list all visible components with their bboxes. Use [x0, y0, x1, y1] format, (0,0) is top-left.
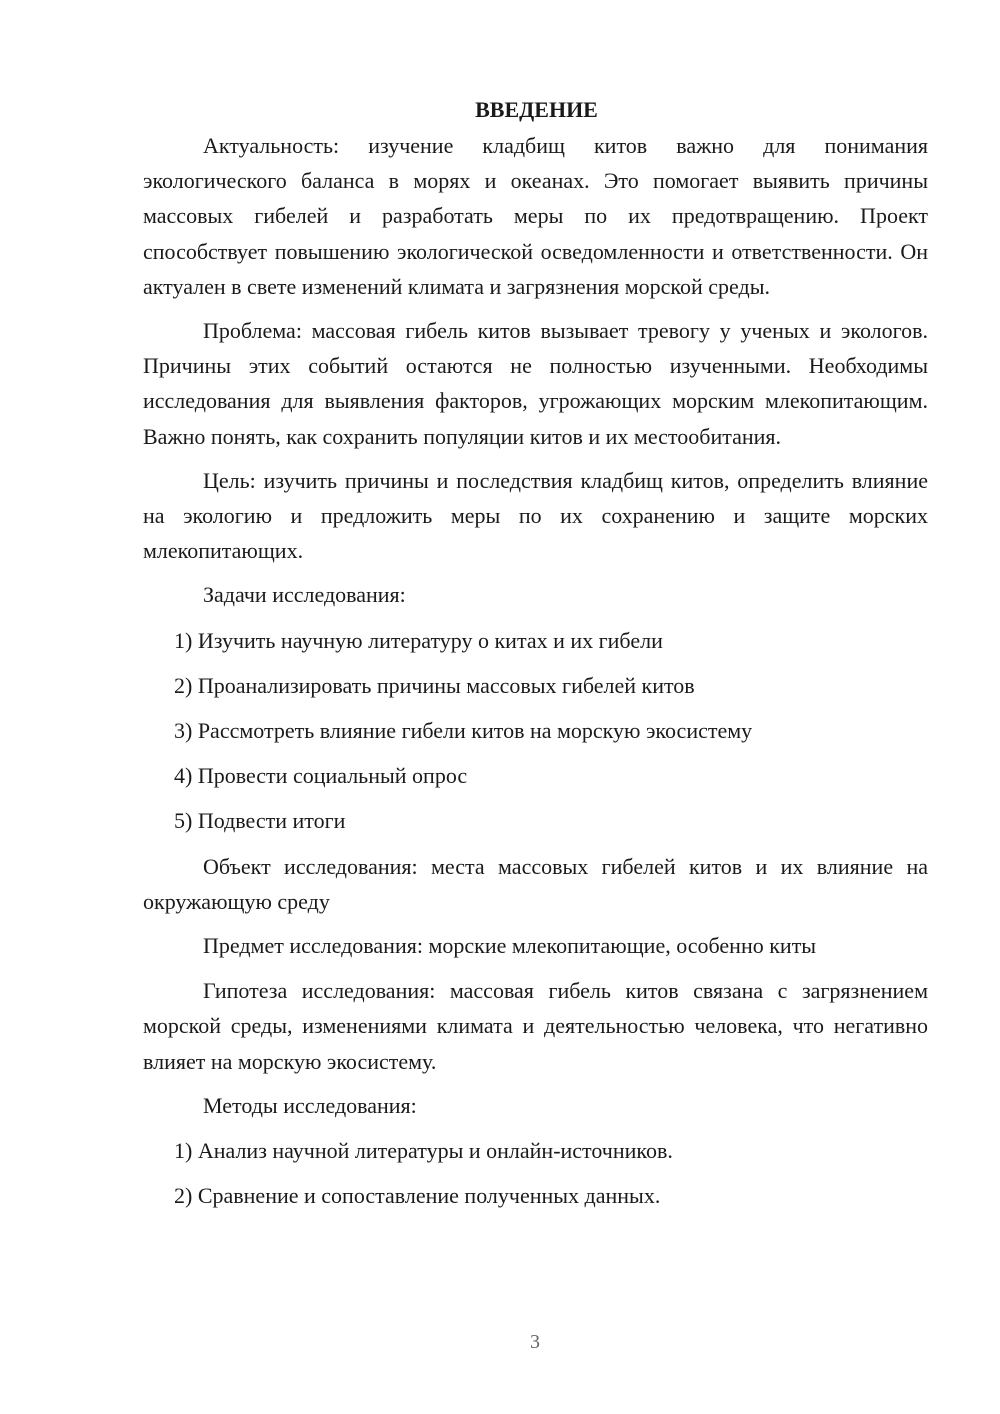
document-page [143, 92, 928, 1223]
page-title: ВВЕДЕНИЕ [475, 97, 598, 122]
tasks-list [143, 623, 928, 839]
list-item: 1) Изучить научную литературу о китах и их гибели [174, 627, 663, 653]
methods-heading: Методы исследования: [203, 1092, 417, 1118]
list-item: 4) Провести социальный опрос [174, 763, 468, 789]
problem-paragraph: Проблема: массовая гибель китов вызывает тревогу у ученых и экологов. Причины этих событий остаются не полностью изученными. Необходимы исследования для выявления факторов, угрожающих морским млекопитающим. Важно понять, как сохранить популяции китов и их местообитания. [143, 318, 928, 449]
methods-list [143, 1133, 928, 1213]
page-number: 3 [530, 1331, 540, 1353]
list-item: 2) Сравнение и сопоставление полученных данных. [174, 1183, 661, 1209]
hypothesis-paragraph: Гипотеза исследования: массовая гибель китов связана с загрязнением морской среды, изменениями климата и деятельностью человека, что негативно влияет на морскую экосистему. [143, 978, 928, 1074]
relevance-paragraph: Актуальность: изучение кладбищ китов важно для понимания экологического баланса в морях и океанах. Это помогает выявить причины массовых гибелей и разработать меры по их предотвращению. Проект способствует повышению экологической осведомленности и ответственности. Он актуален в свете изменений климата и загрязнения морской среды. [143, 133, 928, 299]
list-item: 5) Подвести итоги [174, 808, 346, 834]
goal-paragraph: Цель: изучить причины и последствия кладбищ китов, определить влияние на экологию и предложить меры по их сохранению и защите морских млекопитающих. [143, 467, 928, 564]
subject-paragraph: Предмет исследования: морские млекопитающие, особенно киты [203, 933, 817, 959]
list-item: 3) Рассмотреть влияние гибели китов на морскую экосистему [174, 718, 753, 744]
list-item: 2) Проанализировать причины массовых гибелей китов [174, 672, 695, 698]
object-paragraph: Объект исследования: места массовых гибелей китов и их влияние на окружающую среду [143, 853, 928, 914]
tasks-heading: Задачи исследования: [203, 582, 406, 608]
list-item: 1) Анализ научной литературы и онлайн-источников. [174, 1138, 673, 1164]
